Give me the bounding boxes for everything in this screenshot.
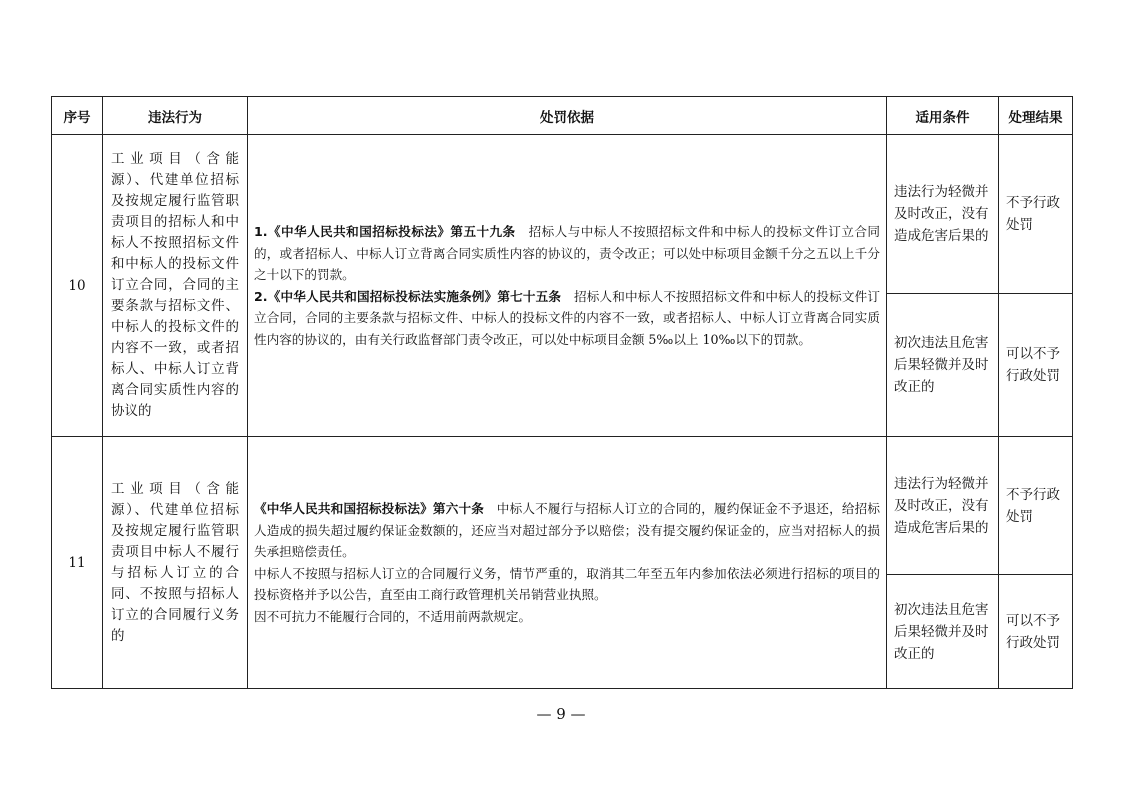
header-cond: 适用条件 [887,97,999,135]
condition-cell: 初次违法且危害后果轻微并及时改正的 [887,294,999,437]
row-seq: 10 [52,135,103,437]
row-basis [248,135,887,437]
legal-reference: 《中华人民共和国招标投标法》第六十条 [254,501,485,516]
row-violation: 工业项目（含能源）、代建单位招标及按规定履行监管职责项目的招标人和中标人不按照招标文件和中标人的投标文件订立合同，合同的主要条款与招标文件、中标人的投标文件的内容不一致，或者招标人、中标人订立背离合同实质性内容的协议的 [103,135,248,437]
basis-text: 招标人与中标人不按照招标文件和中标人的投标文件订立合同的，或者招标人、中标人订立背离合同实质性内容的协议的，责令改正；可以处中标项目金额千分之五以上千分之十以下的罚款。 [254,224,880,282]
result-cell: 不予行政处罚 [999,135,1073,294]
row-violation: 工业项目（含能源）、代建单位招标及按规定履行监管职责项目中标人不履行与招标人订立的合同、不按照与招标人订立的合同履行义务的 [103,437,248,689]
basis-paragraph [254,606,880,628]
condition-cell: 违法行为轻微并及时改正，没有造成危害后果的 [887,437,999,575]
header-row [52,97,1073,135]
basis-paragraph [254,286,880,351]
legal-reference: 1.《中华人民共和国招标投标法》第五十九条 [254,224,516,239]
condition-cell: 初次违法且危害后果轻微并及时改正的 [887,575,999,689]
basis-paragraph [254,221,880,286]
basis-text: 招标人和中标人不按照招标文件和中标人的投标文件订立合同，合同的主要条款与招标文件、中标人的投标文件的内容不一致，或者招标人、中标人订立背离合同实质性内容的协议的，由有关行政监督部门责令改正，可以处中标项目金额 5‰以上 10‰以下的罚款。 [254,288,881,347]
table-row [52,437,1073,575]
basis-text: 中标人不按照与招标人订立的合同履行义务，情节严重的，取消其二年至五年内参加依法必须进行招标的项目的投标资格并予以公告，直至由工商行政管理机关吊销营业执照。 [254,565,880,602]
header-seq: 序号 [52,97,103,135]
header-act: 违法行为 [103,97,248,135]
basis-text: 因不可抗力不能履行合同的，不适用前两款规定。 [254,608,532,624]
result-cell: 不予行政处罚 [999,437,1073,575]
condition-cell: 违法行为轻微并及时改正，没有造成危害后果的 [887,135,999,294]
header-basis: 处罚依据 [248,97,887,135]
legal-reference: 2.《中华人民共和国招标投标法实施条例》第七十五条 [254,288,562,304]
basis-paragraph [254,498,880,563]
table-row [52,135,1073,294]
basis-paragraph [254,563,880,606]
result-cell: 可以不予行政处罚 [999,294,1073,437]
row-basis [248,437,887,689]
page-number: — 9 — [536,705,586,723]
penalty-table [51,96,1073,689]
row-seq: 11 [52,437,103,689]
basis-text: 中标人不履行与招标人订立的合同的，履约保证金不予退还，给招标人造成的损失超过履约保证金数额的，还应当对超过部分予以赔偿；没有提交履约保证金的，应当对招标人的损失承担赔偿责任。 [254,501,881,559]
result-cell: 可以不予行政处罚 [999,575,1073,689]
header-res: 处理结果 [999,97,1073,135]
